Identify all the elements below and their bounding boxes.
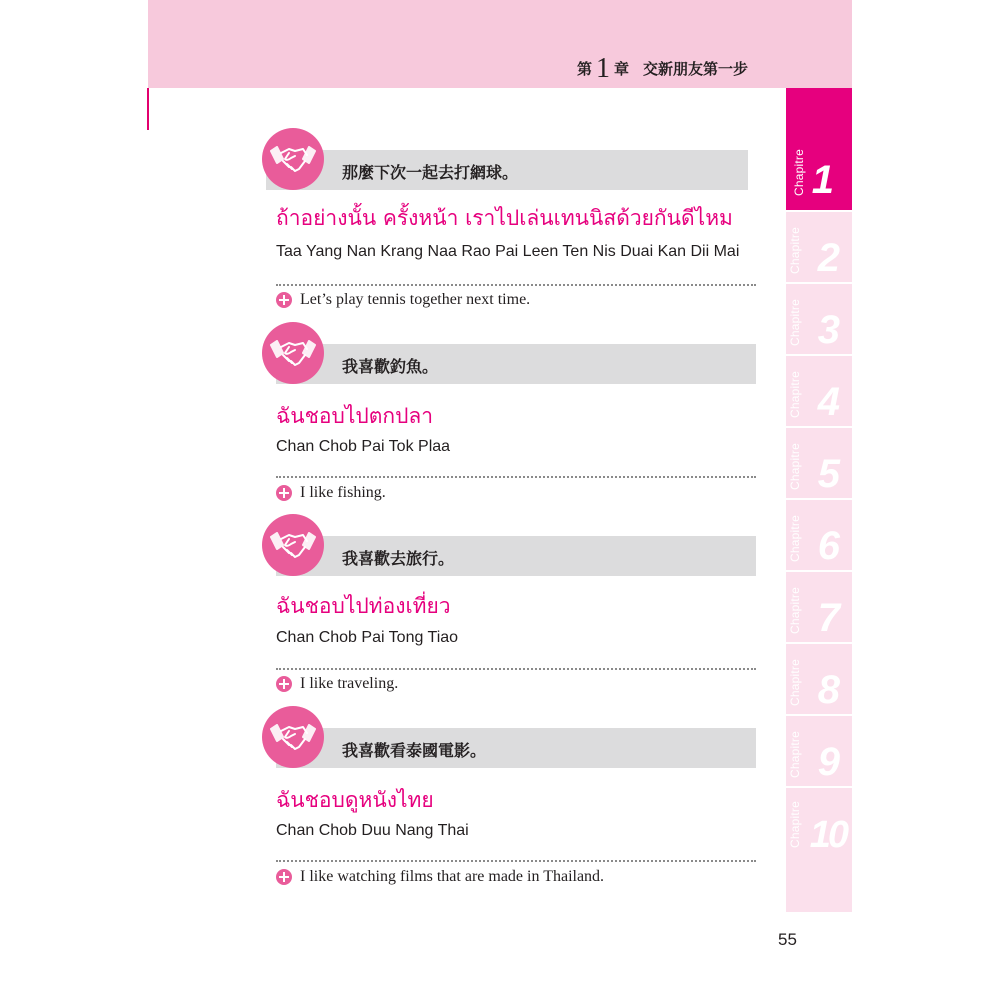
phrase-block — [262, 514, 758, 704]
tab-chapter-9[interactable] — [786, 716, 852, 786]
chapter-title — [576, 52, 748, 84]
thai-text: ฉันชอบไปท่องเที่ยว — [276, 594, 451, 618]
phrase-block — [262, 128, 758, 318]
tab-number: 10 — [809, 814, 846, 856]
tab-word: Chapitre — [788, 443, 802, 490]
chinese-text: 我喜歡看泰國電影。 — [342, 741, 487, 760]
english-text: Let’s play tennis together next time. — [300, 291, 531, 308]
english-line — [276, 868, 604, 886]
chinese-text: 我喜歡釣魚。 — [342, 357, 439, 376]
chapter-number: 1 — [595, 53, 610, 84]
left-rule — [147, 88, 149, 130]
romanization-text: Chan Chob Pai Tok Plaa — [276, 438, 451, 455]
phrase-block — [262, 706, 758, 896]
english-text: I like watching films that are made in Thailand. — [300, 868, 605, 885]
chapter-tabs — [786, 88, 852, 912]
tab-number: 7 — [817, 596, 840, 640]
plus-circle-icon — [276, 869, 292, 885]
tab-number: 6 — [817, 524, 840, 568]
tab-number: 4 — [817, 380, 840, 424]
tab-chapter-5[interactable] — [786, 428, 852, 498]
thai-text: ฉันชอบดูหนังไทย — [276, 788, 434, 812]
tab-word: Chapitre — [788, 299, 802, 346]
dotted-divider — [276, 668, 756, 670]
tab-chapter-8[interactable] — [786, 644, 852, 714]
chinese-text: 那麼下次一起去打網球。 — [342, 163, 519, 182]
tab-word: Chapitre — [788, 371, 802, 418]
english-line — [276, 675, 398, 693]
tab-chapter-6[interactable] — [786, 500, 852, 570]
tab-chapter-3[interactable] — [786, 284, 852, 354]
tab-number: 8 — [817, 668, 840, 712]
english-line — [276, 291, 530, 309]
handshake-icon — [262, 322, 324, 384]
tab-chapter-1[interactable] — [786, 88, 852, 210]
plus-circle-icon — [276, 485, 292, 501]
plus-circle-icon — [276, 676, 292, 692]
thai-text: ฉันชอบไปตกปลา — [276, 404, 434, 428]
english-line — [276, 484, 386, 502]
tab-chapter-4[interactable] — [786, 356, 852, 426]
dotted-divider — [276, 860, 756, 862]
tab-number: 3 — [817, 308, 840, 352]
tab-number: 2 — [817, 236, 840, 280]
chinese-text: 我喜歡去旅行。 — [342, 549, 455, 568]
chapter-suffix: 章 — [613, 60, 629, 78]
tab-word: Chapitre — [788, 587, 802, 634]
tab-chapter-7[interactable] — [786, 572, 852, 642]
dotted-divider — [276, 284, 756, 286]
thai-text: ถ้าอย่างนั้น ครั้งหน้า เราไปเล่นเทนนิสด้วยกันดีไหม — [276, 206, 733, 230]
handshake-icon — [262, 128, 324, 190]
english-text: I like fishing. — [300, 484, 386, 501]
tab-chapter-2[interactable] — [786, 212, 852, 282]
tab-word: Chapitre — [792, 149, 806, 196]
tab-chapter-10[interactable] — [786, 788, 852, 912]
tab-word: Chapitre — [788, 227, 802, 274]
phrase-block — [262, 322, 758, 512]
plus-circle-icon — [276, 292, 292, 308]
romanization-text: Taa Yang Nan Krang Naa Rao Pai Leen Ten Nis Duai Kan Dii Mai — [276, 243, 740, 260]
chapter-prefix: 第 — [576, 60, 592, 78]
tab-number: 1 — [811, 158, 834, 202]
tab-word: Chapitre — [788, 801, 802, 848]
romanization-text: Chan Chob Pai Tong Tiao — [276, 629, 459, 646]
handshake-icon — [262, 706, 324, 768]
english-text: I like traveling. — [300, 675, 399, 692]
page-number: 55 — [778, 930, 797, 949]
tab-word: Chapitre — [788, 659, 802, 706]
dotted-divider — [276, 476, 756, 478]
chapter-name: 交新朋友第一步 — [642, 60, 748, 78]
tab-number: 5 — [817, 452, 840, 496]
tab-word: Chapitre — [788, 731, 802, 778]
tab-word: Chapitre — [788, 515, 802, 562]
romanization-text: Chan Chob Duu Nang Thai — [276, 822, 469, 839]
tab-number: 9 — [817, 740, 840, 784]
handshake-icon — [262, 514, 324, 576]
